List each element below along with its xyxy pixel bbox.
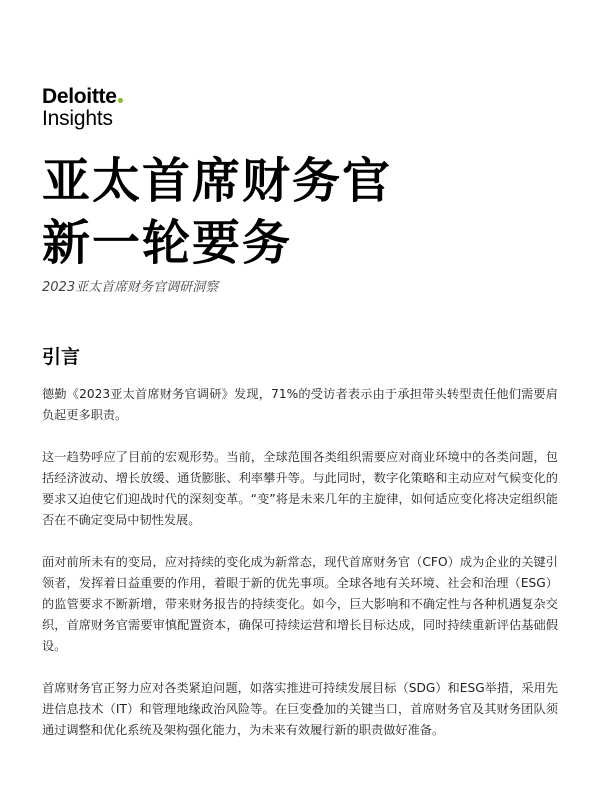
page-title-line2: 新一轮要务: [42, 215, 293, 271]
deloitte-insights-logo: [42, 86, 162, 130]
logo-subbrand: Insights: [42, 107, 113, 130]
paragraph-1: 德勤《2023亚太首席财务官调研》发现，71%的受访者表示由于承担带头转型责任他们需要肩负起更多职责。: [42, 387, 558, 422]
section-heading-introduction: 引言: [42, 346, 81, 368]
paragraph-2: 这一趋势呼应了目前的宏观形势。当前，全球范围各类组织需要应对商业环境中的各类问题，包括经济波动、增长放缓、通货膨胀、利率攀升等。与此同时，数字化策略和主动应对气候变化的要求又迫使它们迎战时代的深刻变革。“变”将是未来几年的主旋律，如何适应变化将决定组织能否在不确定变局中韧性发展。: [42, 450, 558, 527]
page-title: [42, 150, 392, 274]
page-title-line1: 亚太首席财务官: [42, 153, 393, 209]
paragraph-3: 面对前所未有的变局，应对持续的变化成为新常态，现代首席财务官（CFO）成为企业的关键引领者，发挥着日益重要的作用，着眼于新的优先事项。全球各地有关环境、社会和治理（ESG）的监管要求不断新增，带来财务报告的持续变化。如今，巨大影响和不确定性与各种机遇复杂交织，首席财务官需要审慎配置资本，确保可持续运营和增长目标达成，同时持续重新评估基础假设。: [42, 555, 558, 653]
logo-green-dot: [118, 98, 123, 103]
logo-brand: [42, 86, 162, 108]
page-subtitle: 2023亚太首席财务官调研洞察: [42, 280, 219, 295]
article-body: [42, 384, 558, 762]
logo-brand-text: Deloitte: [42, 85, 117, 108]
paragraph-4: 首席财务官正努力应对各类紧迫问题，如落实推进可持续发展目标（SDG）和ESG举措，采用先进信息技术（IT）和管理地缘政治风险等。在巨变叠加的关键当口，首席财务官及其财务团队须通过调整和优化系统及架构强化能力，为未来有效履行新的职责做好准备。: [42, 681, 558, 737]
